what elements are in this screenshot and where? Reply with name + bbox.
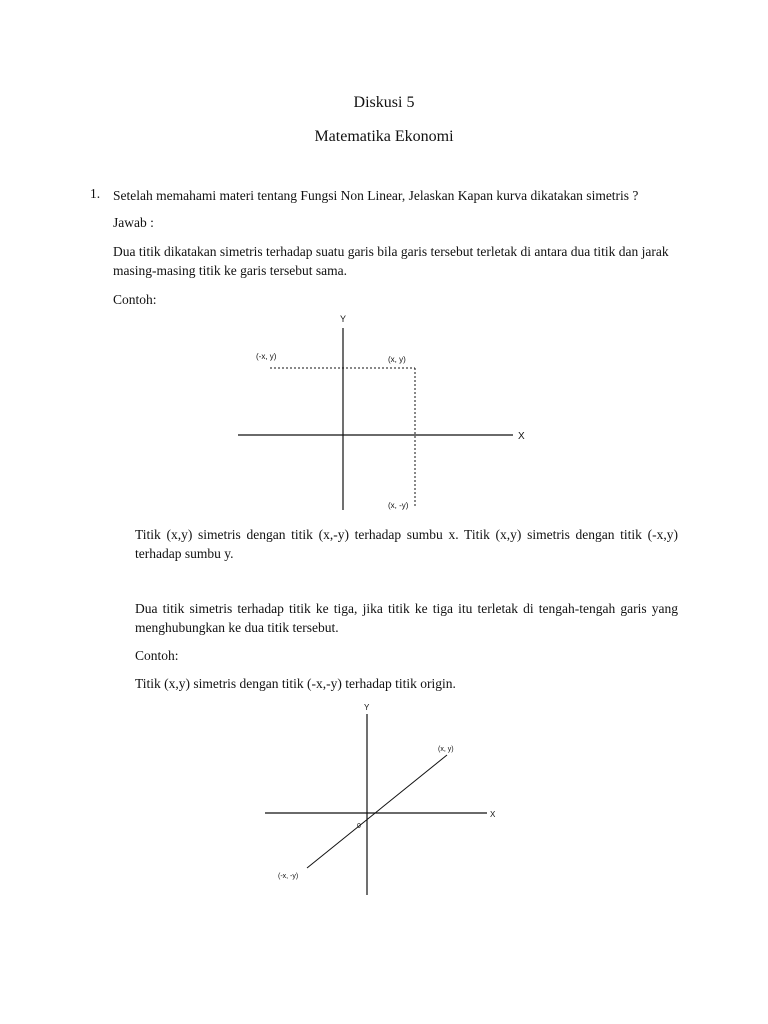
point-neg-label: (-x, -y) (278, 873, 299, 880)
point-x-neg-y-label: (x, -y) (388, 501, 409, 510)
paragraph-point-symmetry: Dua titik simetris terhadap titik ke tiga, jika titik ke tiga itu terletak di tengah-tengah garis yang menghubungkan ke dua titik tersebut. (135, 601, 678, 635)
point-neg-x-label: (-x, y) (256, 352, 277, 361)
point-xy-label: (x, y) (438, 746, 454, 753)
document-subtitle: Matematika Ekonomi (314, 128, 454, 145)
x-axis-label: X (518, 431, 525, 442)
paragraph-axis-symmetry: Titik (x,y) simetris dengan titik (x,-y) terhadap sumbu x. Titik (x,y) simetris dengan titik (-x,y) terhadap sumbu y. (135, 527, 678, 561)
y-axis-label: Y (364, 703, 370, 712)
question-number: 1. (90, 186, 101, 201)
paragraph-origin-symmetry: Titik (x,y) simetris dengan titik (-x,-y) terhadap titik origin. (135, 676, 456, 691)
question-text: Setelah memahami materi tentang Fungsi Non Linear, Jelaskan Kapan kurva dikatakan simetris ? (113, 188, 639, 203)
origin-label: 0 (357, 823, 361, 830)
example-label-2: Contoh: (135, 648, 179, 663)
axis-symmetry-figure (230, 308, 540, 518)
example-label-1: Contoh: (113, 292, 157, 307)
paragraph-line-symmetry: Dua titik dikatakan simetris terhadap suatu garis bila garis tersebut terletak di antara dua titik dan jarak masing-masing titik ke garis tersebut sama. (113, 244, 669, 278)
origin-symmetry-figure (255, 700, 515, 900)
x-axis-label: X (490, 810, 496, 819)
symmetry-line (307, 755, 447, 868)
y-axis-label: Y (340, 314, 347, 324)
point-xy-label: (x, y) (388, 355, 406, 364)
document-title: Diskusi 5 (353, 94, 415, 111)
answer-label: Jawab : (113, 215, 154, 230)
